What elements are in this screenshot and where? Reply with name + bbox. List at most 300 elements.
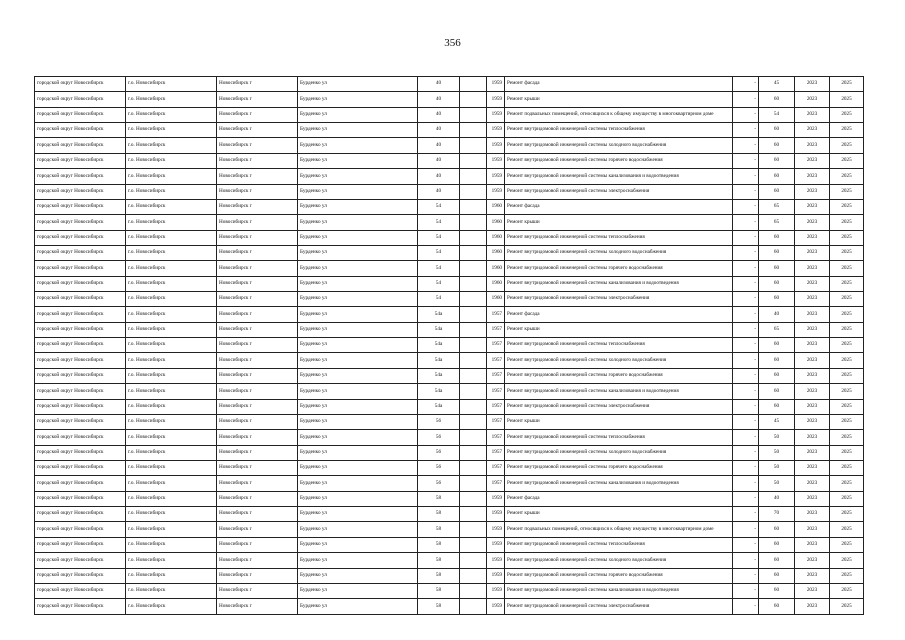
cell-percent: 60 (759, 169, 795, 184)
cell-district: г.о. Новосибирск (126, 399, 217, 414)
cell-work-type: Ремонт внутридомовой инженерной системы теплоснабжения (505, 537, 733, 552)
cell-percent: 60 (759, 338, 795, 353)
cell-settlement: Новосибирск г (217, 491, 298, 506)
cell-settlement: Новосибирск г (217, 384, 298, 399)
cell-year-built: 1957 (487, 353, 505, 368)
cell-percent: 60 (759, 368, 795, 383)
cell-district: г.о. Новосибирск (126, 77, 217, 92)
cell-dash: - (733, 430, 759, 445)
cell-work-type: Ремонт крыши (505, 322, 733, 337)
cell-district: г.о. Новосибирск (126, 491, 217, 506)
cell-work-type: Ремонт внутридомовой инженерной системы электроснабжения (505, 599, 733, 614)
table-body (35, 77, 864, 615)
cell-percent: 50 (759, 445, 795, 460)
cell-district: г.о. Новосибирск (126, 599, 217, 614)
cell-street: Бурденко ул (298, 215, 418, 230)
cell-letter (460, 230, 487, 245)
cell-dash: - (733, 491, 759, 506)
cell-work-type: Ремонт внутридомовой инженерной системы холодного водоснабжения (505, 553, 733, 568)
cell-settlement: Новосибирск г (217, 430, 298, 445)
cell-year-from: 2023 (795, 353, 830, 368)
cell-municipality: городской округ Новосибирск (35, 138, 126, 153)
cell-percent: 60 (759, 123, 795, 138)
cell-year-built: 1957 (487, 307, 505, 322)
cell-house-number: 40 (418, 77, 460, 92)
cell-year-built: 1959 (487, 169, 505, 184)
cell-letter (460, 322, 487, 337)
cell-year-to: 2025 (830, 522, 864, 537)
cell-settlement: Новосибирск г (217, 92, 298, 107)
cell-house-number: 40 (418, 169, 460, 184)
cell-district: г.о. Новосибирск (126, 537, 217, 552)
cell-year-to: 2025 (830, 138, 864, 153)
cell-work-type: Ремонт фасада (505, 77, 733, 92)
cell-street: Бурденко ул (298, 123, 418, 138)
cell-house-number: 58 (418, 522, 460, 537)
cell-percent: 65 (759, 215, 795, 230)
table-row (35, 230, 864, 245)
cell-municipality: городской округ Новосибирск (35, 384, 126, 399)
cell-house-number: 54а (418, 353, 460, 368)
cell-house-number: 54 (418, 215, 460, 230)
cell-year-from: 2023 (795, 107, 830, 122)
cell-letter (460, 169, 487, 184)
cell-year-built: 1960 (487, 230, 505, 245)
cell-percent: 50 (759, 476, 795, 491)
cell-percent: 45 (759, 77, 795, 92)
cell-percent: 60 (759, 537, 795, 552)
cell-municipality: городской округ Новосибирск (35, 522, 126, 537)
cell-district: г.о. Новосибирск (126, 353, 217, 368)
table-row (35, 399, 864, 414)
cell-street: Бурденко ул (298, 322, 418, 337)
cell-year-built: 1957 (487, 476, 505, 491)
table-row (35, 368, 864, 383)
cell-percent: 70 (759, 507, 795, 522)
cell-year-from: 2023 (795, 537, 830, 552)
cell-work-type: Ремонт крыши (505, 92, 733, 107)
cell-municipality: городской округ Новосибирск (35, 553, 126, 568)
cell-year-from: 2023 (795, 338, 830, 353)
table-row (35, 184, 864, 199)
cell-settlement: Новосибирск г (217, 522, 298, 537)
cell-street: Бурденко ул (298, 368, 418, 383)
cell-dash: - (733, 184, 759, 199)
cell-year-from: 2023 (795, 430, 830, 445)
cell-district: г.о. Новосибирск (126, 476, 217, 491)
cell-settlement: Новосибирск г (217, 568, 298, 583)
cell-municipality: городской округ Новосибирск (35, 491, 126, 506)
cell-year-built: 1959 (487, 138, 505, 153)
table-row (35, 491, 864, 506)
table-row (35, 430, 864, 445)
cell-letter (460, 77, 487, 92)
cell-year-to: 2025 (830, 414, 864, 429)
cell-year-from: 2023 (795, 169, 830, 184)
cell-municipality: городской округ Новосибирск (35, 230, 126, 245)
table-row (35, 583, 864, 598)
cell-year-from: 2023 (795, 583, 830, 598)
cell-year-built: 1959 (487, 599, 505, 614)
cell-house-number: 56 (418, 476, 460, 491)
cell-dash: - (733, 353, 759, 368)
cell-settlement: Новосибирск г (217, 476, 298, 491)
cell-street: Бурденко ул (298, 476, 418, 491)
cell-work-type: Ремонт внутридомовой инженерной системы канализования и водоотведения (505, 169, 733, 184)
cell-settlement: Новосибирск г (217, 169, 298, 184)
table-row (35, 307, 864, 322)
cell-dash: - (733, 199, 759, 214)
cell-letter (460, 414, 487, 429)
cell-year-built: 1959 (487, 184, 505, 199)
cell-letter (460, 553, 487, 568)
cell-dash: - (733, 215, 759, 230)
cell-year-from: 2023 (795, 261, 830, 276)
cell-district: г.о. Новосибирск (126, 123, 217, 138)
cell-percent: 54 (759, 107, 795, 122)
cell-dash: - (733, 338, 759, 353)
repair-schedule-table (34, 76, 864, 615)
cell-percent: 60 (759, 583, 795, 598)
cell-percent: 60 (759, 245, 795, 260)
cell-street: Бурденко ул (298, 245, 418, 260)
cell-year-built: 1959 (487, 491, 505, 506)
cell-year-to: 2025 (830, 353, 864, 368)
cell-street: Бурденко ул (298, 307, 418, 322)
cell-municipality: городской округ Новосибирск (35, 107, 126, 122)
cell-year-from: 2023 (795, 399, 830, 414)
cell-year-to: 2025 (830, 92, 864, 107)
cell-municipality: городской округ Новосибирск (35, 507, 126, 522)
cell-letter (460, 307, 487, 322)
cell-year-to: 2025 (830, 445, 864, 460)
cell-house-number: 54 (418, 245, 460, 260)
cell-settlement: Новосибирск г (217, 399, 298, 414)
cell-street: Бурденко ул (298, 353, 418, 368)
cell-municipality: городской округ Новосибирск (35, 261, 126, 276)
table-row (35, 123, 864, 138)
cell-year-built: 1959 (487, 583, 505, 598)
table-row (35, 77, 864, 92)
cell-dash: - (733, 414, 759, 429)
cell-street: Бурденко ул (298, 399, 418, 414)
cell-settlement: Новосибирск г (217, 245, 298, 260)
cell-letter (460, 123, 487, 138)
cell-year-built: 1959 (487, 92, 505, 107)
cell-year-from: 2023 (795, 276, 830, 291)
cell-dash: - (733, 553, 759, 568)
cell-district: г.о. Новосибирск (126, 384, 217, 399)
page-number: 356 (444, 37, 461, 49)
cell-settlement: Новосибирск г (217, 153, 298, 168)
cell-year-to: 2025 (830, 77, 864, 92)
cell-street: Бурденко ул (298, 169, 418, 184)
cell-year-to: 2025 (830, 599, 864, 614)
cell-dash: - (733, 245, 759, 260)
cell-work-type: Ремонт внутридомовой инженерной системы горячего водоснабжения (505, 460, 733, 475)
table-row (35, 215, 864, 230)
table-row (35, 553, 864, 568)
table-row (35, 245, 864, 260)
cell-district: г.о. Новосибирск (126, 138, 217, 153)
cell-work-type: Ремонт внутридомовой инженерной системы горячего водоснабжения (505, 153, 733, 168)
cell-street: Бурденко ул (298, 460, 418, 475)
cell-year-from: 2023 (795, 199, 830, 214)
cell-year-from: 2023 (795, 507, 830, 522)
cell-settlement: Новосибирск г (217, 184, 298, 199)
cell-settlement: Новосибирск г (217, 322, 298, 337)
cell-street: Бурденко ул (298, 583, 418, 598)
cell-year-built: 1959 (487, 568, 505, 583)
cell-work-type: Ремонт внутридомовой инженерной системы электроснабжения (505, 292, 733, 307)
cell-year-to: 2025 (830, 476, 864, 491)
cell-year-built: 1957 (487, 414, 505, 429)
cell-year-built: 1959 (487, 123, 505, 138)
cell-year-built: 1957 (487, 338, 505, 353)
cell-dash: - (733, 307, 759, 322)
cell-percent: 40 (759, 307, 795, 322)
cell-district: г.о. Новосибирск (126, 522, 217, 537)
cell-percent: 40 (759, 491, 795, 506)
cell-year-to: 2025 (830, 245, 864, 260)
cell-settlement: Новосибирск г (217, 138, 298, 153)
cell-year-built: 1960 (487, 261, 505, 276)
cell-year-from: 2023 (795, 445, 830, 460)
table-row (35, 568, 864, 583)
cell-municipality: городской округ Новосибирск (35, 414, 126, 429)
cell-percent: 60 (759, 399, 795, 414)
cell-settlement: Новосибирск г (217, 460, 298, 475)
cell-year-to: 2025 (830, 107, 864, 122)
cell-house-number: 54а (418, 384, 460, 399)
cell-year-to: 2025 (830, 169, 864, 184)
cell-year-built: 1957 (487, 460, 505, 475)
cell-work-type: Ремонт внутридомовой инженерной системы теплоснабжения (505, 338, 733, 353)
cell-dash: - (733, 522, 759, 537)
cell-street: Бурденко ул (298, 430, 418, 445)
table-row (35, 292, 864, 307)
table-row (35, 414, 864, 429)
cell-district: г.о. Новосибирск (126, 568, 217, 583)
cell-municipality: городской округ Новосибирск (35, 77, 126, 92)
cell-settlement: Новосибирск г (217, 368, 298, 383)
cell-year-to: 2025 (830, 491, 864, 506)
table-row (35, 261, 864, 276)
cell-year-from: 2023 (795, 553, 830, 568)
cell-street: Бурденко ул (298, 276, 418, 291)
cell-year-from: 2023 (795, 292, 830, 307)
cell-letter (460, 153, 487, 168)
cell-settlement: Новосибирск г (217, 215, 298, 230)
cell-percent: 50 (759, 430, 795, 445)
cell-year-built: 1960 (487, 245, 505, 260)
table-row (35, 353, 864, 368)
cell-street: Бурденко ул (298, 107, 418, 122)
cell-dash: - (733, 123, 759, 138)
cell-house-number: 54 (418, 230, 460, 245)
table-row (35, 507, 864, 522)
cell-year-to: 2025 (830, 153, 864, 168)
cell-year-to: 2025 (830, 215, 864, 230)
cell-district: г.о. Новосибирск (126, 307, 217, 322)
cell-year-from: 2023 (795, 307, 830, 322)
cell-letter (460, 384, 487, 399)
cell-year-from: 2023 (795, 153, 830, 168)
cell-municipality: городской округ Новосибирск (35, 537, 126, 552)
cell-dash: - (733, 583, 759, 598)
cell-year-from: 2023 (795, 245, 830, 260)
cell-district: г.о. Новосибирск (126, 245, 217, 260)
cell-house-number: 54а (418, 399, 460, 414)
cell-work-type: Ремонт внутридомовой инженерной системы теплоснабжения (505, 123, 733, 138)
cell-letter (460, 537, 487, 552)
cell-year-to: 2025 (830, 399, 864, 414)
cell-district: г.о. Новосибирск (126, 460, 217, 475)
cell-work-type: Ремонт фасада (505, 491, 733, 506)
cell-year-built: 1960 (487, 215, 505, 230)
cell-district: г.о. Новосибирск (126, 368, 217, 383)
cell-settlement: Новосибирск г (217, 583, 298, 598)
cell-district: г.о. Новосибирск (126, 507, 217, 522)
cell-percent: 60 (759, 384, 795, 399)
cell-municipality: городской округ Новосибирск (35, 92, 126, 107)
cell-house-number: 58 (418, 599, 460, 614)
cell-letter (460, 445, 487, 460)
cell-letter (460, 599, 487, 614)
cell-district: г.о. Новосибирск (126, 553, 217, 568)
cell-year-from: 2023 (795, 322, 830, 337)
cell-work-type: Ремонт внутридомовой инженерной системы электроснабжения (505, 399, 733, 414)
cell-dash: - (733, 153, 759, 168)
cell-municipality: городской округ Новосибирск (35, 123, 126, 138)
cell-year-to: 2025 (830, 460, 864, 475)
table-row (35, 169, 864, 184)
cell-year-built: 1959 (487, 107, 505, 122)
cell-district: г.о. Новосибирск (126, 184, 217, 199)
cell-work-type: Ремонт внутридомовой инженерной системы холодного водоснабжения (505, 353, 733, 368)
cell-year-to: 2025 (830, 430, 864, 445)
cell-street: Бурденко ул (298, 199, 418, 214)
cell-municipality: городской округ Новосибирск (35, 599, 126, 614)
cell-municipality: городской округ Новосибирск (35, 292, 126, 307)
cell-municipality: городской округ Новосибирск (35, 307, 126, 322)
cell-year-from: 2023 (795, 599, 830, 614)
cell-work-type: Ремонт внутридомовой инженерной системы холодного водоснабжения (505, 245, 733, 260)
cell-street: Бурденко ул (298, 507, 418, 522)
cell-work-type: Ремонт внутридомовой инженерной системы канализования и водоотведения (505, 276, 733, 291)
cell-street: Бурденко ул (298, 599, 418, 614)
cell-letter (460, 138, 487, 153)
cell-municipality: городской округ Новосибирск (35, 184, 126, 199)
cell-house-number: 40 (418, 153, 460, 168)
cell-year-built: 1960 (487, 199, 505, 214)
table-row (35, 322, 864, 337)
cell-work-type: Ремонт внутридомовой инженерной системы теплоснабжения (505, 230, 733, 245)
cell-year-from: 2023 (795, 368, 830, 383)
cell-percent: 60 (759, 92, 795, 107)
cell-settlement: Новосибирск г (217, 537, 298, 552)
cell-letter (460, 476, 487, 491)
cell-year-built: 1959 (487, 537, 505, 552)
cell-year-built: 1957 (487, 368, 505, 383)
cell-letter (460, 507, 487, 522)
cell-work-type: Ремонт фасада (505, 307, 733, 322)
cell-dash: - (733, 445, 759, 460)
cell-house-number: 56 (418, 414, 460, 429)
cell-district: г.о. Новосибирск (126, 215, 217, 230)
cell-settlement: Новосибирск г (217, 414, 298, 429)
cell-percent: 65 (759, 199, 795, 214)
cell-district: г.о. Новосибирск (126, 276, 217, 291)
cell-municipality: городской округ Новосибирск (35, 215, 126, 230)
cell-district: г.о. Новосибирск (126, 322, 217, 337)
cell-dash: - (733, 476, 759, 491)
cell-letter (460, 92, 487, 107)
cell-work-type: Ремонт крыши (505, 215, 733, 230)
cell-work-type: Ремонт крыши (505, 414, 733, 429)
cell-work-type: Ремонт внутридомовой инженерной системы холодного водоснабжения (505, 445, 733, 460)
cell-street: Бурденко ул (298, 522, 418, 537)
cell-year-to: 2025 (830, 553, 864, 568)
cell-percent: 60 (759, 599, 795, 614)
cell-house-number: 56 (418, 445, 460, 460)
cell-street: Бурденко ул (298, 153, 418, 168)
cell-dash: - (733, 460, 759, 475)
cell-municipality: городской округ Новосибирск (35, 399, 126, 414)
cell-percent: 50 (759, 460, 795, 475)
cell-work-type: Ремонт подвальных помещений, относящихся к общему имуществу в многоквартирном доме (505, 522, 733, 537)
cell-street: Бурденко ул (298, 445, 418, 460)
cell-house-number: 40 (418, 92, 460, 107)
cell-year-to: 2025 (830, 583, 864, 598)
cell-dash: - (733, 292, 759, 307)
cell-house-number: 40 (418, 184, 460, 199)
cell-percent: 60 (759, 153, 795, 168)
cell-street: Бурденко ул (298, 230, 418, 245)
cell-year-built: 1959 (487, 507, 505, 522)
cell-dash: - (733, 261, 759, 276)
cell-settlement: Новосибирск г (217, 445, 298, 460)
cell-street: Бурденко ул (298, 338, 418, 353)
cell-district: г.о. Новосибирск (126, 261, 217, 276)
cell-letter (460, 430, 487, 445)
cell-street: Бурденко ул (298, 92, 418, 107)
cell-year-built: 1960 (487, 292, 505, 307)
cell-percent: 60 (759, 353, 795, 368)
cell-house-number: 54а (418, 307, 460, 322)
table-row (35, 460, 864, 475)
cell-letter (460, 460, 487, 475)
cell-year-from: 2023 (795, 460, 830, 475)
cell-settlement: Новосибирск г (217, 276, 298, 291)
cell-settlement: Новосибирск г (217, 123, 298, 138)
cell-year-from: 2023 (795, 491, 830, 506)
cell-letter (460, 491, 487, 506)
cell-dash: - (733, 399, 759, 414)
cell-house-number: 54а (418, 338, 460, 353)
cell-year-built: 1957 (487, 322, 505, 337)
table-row (35, 476, 864, 491)
cell-year-built: 1959 (487, 153, 505, 168)
cell-percent: 60 (759, 522, 795, 537)
cell-house-number: 56 (418, 460, 460, 475)
cell-street: Бурденко ул (298, 414, 418, 429)
cell-house-number: 54 (418, 292, 460, 307)
cell-district: г.о. Новосибирск (126, 445, 217, 460)
cell-letter (460, 292, 487, 307)
cell-year-to: 2025 (830, 261, 864, 276)
cell-year-to: 2025 (830, 384, 864, 399)
